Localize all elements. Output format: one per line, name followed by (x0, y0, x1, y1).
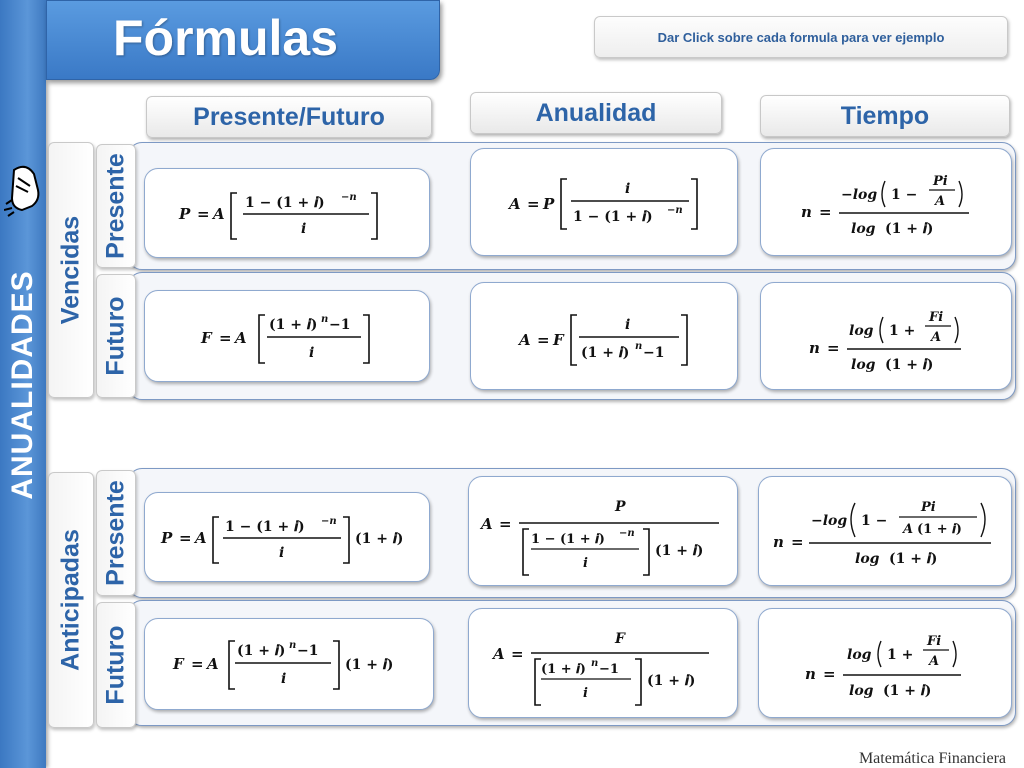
group-label-text: Anticipadas (56, 529, 85, 671)
row-label-text: Presente (101, 153, 130, 259)
svg-text:n: n (289, 640, 297, 651)
svg-text:(𝟏 + 𝒊): (𝟏 + 𝒊) (889, 551, 938, 567)
svg-text:A: A (935, 194, 946, 209)
formula-card-v-present-anu[interactable] (470, 148, 738, 256)
formula-card-v-futuro-anu[interactable] (470, 282, 738, 390)
svg-text:−𝟏: −𝟏 (329, 317, 351, 333)
svg-text:A: A (519, 331, 531, 349)
svg-text:n: n (809, 339, 820, 357)
svg-text:=: = (499, 515, 512, 533)
formula-card-v-present-pf[interactable] (144, 168, 430, 258)
svg-text:=: = (197, 205, 210, 223)
svg-text:−𝟏: −𝟏 (643, 345, 665, 361)
svg-text:=: = (819, 203, 832, 221)
svg-text:(𝟏 + 𝒊): (𝟏 + 𝒊) (541, 662, 586, 677)
svg-text:P: P (179, 205, 191, 223)
formula-card-a-futuro-pf[interactable] (144, 618, 434, 710)
group-label-anticipadas (48, 472, 94, 728)
title-tab (46, 0, 440, 80)
row-label-vencidas-presente (96, 144, 136, 268)
formula-card-a-present-anu[interactable] (468, 476, 738, 586)
svg-text:−n: −n (619, 528, 635, 539)
row-label-text: Presente (101, 480, 130, 586)
svg-text:i: i (279, 545, 285, 561)
svg-text:=: = (219, 329, 232, 347)
svg-text:𝟏 − (𝟏 + 𝒊): 𝟏 − (𝟏 + 𝒊) (573, 209, 653, 225)
formula-card-a-futuro-anu[interactable] (468, 608, 738, 718)
svg-text:A: A (509, 195, 521, 213)
svg-text:−n: −n (341, 192, 357, 203)
svg-text:=: = (191, 655, 204, 673)
formula-a-present-pf (145, 493, 429, 581)
svg-text:=: = (511, 645, 524, 663)
svg-text:A: A (931, 330, 942, 345)
row-label-text: Futuro (101, 625, 130, 705)
svg-text:n: n (321, 314, 329, 325)
svg-text:log: log (851, 357, 876, 373)
svg-text:P: P (543, 195, 555, 213)
svg-text:A: A (493, 645, 505, 663)
svg-text:(𝟏 + 𝒊): (𝟏 + 𝒊) (885, 357, 934, 373)
svg-text:Pi: Pi (933, 174, 948, 189)
formula-card-v-futuro-tiempo[interactable] (760, 282, 1012, 390)
formula-v-present-tiempo (761, 149, 1011, 255)
svg-text:i: i (583, 686, 588, 701)
svg-text:F: F (173, 655, 184, 673)
formula-v-present-pf (145, 169, 429, 257)
svg-text:(𝟏 + 𝒊): (𝟏 + 𝒊) (885, 221, 934, 237)
svg-text:=: = (527, 195, 540, 213)
svg-text:(𝟏 + 𝒊): (𝟏 + 𝒊) (345, 657, 394, 673)
svg-text:(𝟏 + 𝒊): (𝟏 + 𝒊) (269, 317, 318, 333)
hint-text: Dar Click sobre cada formula para ver ejemplo (657, 29, 945, 45)
formula-card-a-present-pf[interactable] (144, 492, 430, 582)
svg-text:−log: −log (841, 187, 878, 203)
svg-text:𝟏 +: 𝟏 + (887, 647, 914, 663)
svg-text:A: A (235, 329, 247, 347)
svg-text:(𝟏 + 𝒊): (𝟏 + 𝒊) (917, 522, 962, 537)
svg-text:(𝟏 + 𝒊): (𝟏 + 𝒊) (655, 543, 704, 559)
formula-a-futuro-anu (469, 609, 737, 717)
svg-text:A: A (207, 655, 219, 673)
svg-text:log: log (855, 551, 880, 567)
svg-text:𝟏 +: 𝟏 + (889, 323, 916, 339)
svg-text:−n: −n (321, 516, 337, 527)
group-label-vencidas (48, 142, 94, 398)
svg-text:(𝟏 + 𝒊): (𝟏 + 𝒊) (581, 345, 630, 361)
row-label-vencidas-futuro (96, 274, 136, 398)
column-header-anualidad (470, 92, 722, 134)
svg-text:𝟏 −: 𝟏 − (861, 513, 888, 529)
svg-text:(𝟏 + 𝒊): (𝟏 + 𝒊) (647, 673, 696, 689)
svg-text:log: log (851, 221, 876, 237)
row-label-anticipadas-presente (96, 470, 136, 596)
page-title: Fórmulas (113, 10, 339, 66)
svg-text:𝟏 − (𝟏 + 𝒊): 𝟏 − (𝟏 + 𝒊) (245, 195, 325, 211)
formula-a-futuro-pf (145, 619, 433, 709)
svg-text:(𝟏 + 𝒊): (𝟏 + 𝒊) (237, 643, 286, 659)
svg-text:=: = (827, 339, 840, 357)
pointing-hand-icon (4, 160, 48, 220)
svg-text:i: i (309, 345, 315, 361)
sidebar-title: ANUALIDADES (6, 270, 39, 500)
svg-text:𝟏 − (𝟏 + 𝒊): 𝟏 − (𝟏 + 𝒊) (225, 519, 305, 535)
svg-text:i: i (301, 221, 307, 237)
column-header-label: Tiempo (840, 101, 930, 130)
svg-text:P: P (161, 529, 173, 547)
svg-text:−n: −n (667, 205, 683, 216)
formula-a-futuro-tiempo (759, 609, 1011, 717)
svg-text:Fi: Fi (929, 310, 944, 325)
row-label-anticipadas-futuro (96, 602, 136, 728)
svg-text:A: A (195, 529, 207, 547)
formula-card-a-present-tiempo[interactable] (758, 476, 1012, 586)
svg-text:P: P (615, 499, 626, 515)
svg-text:−log: −log (811, 513, 848, 529)
row-label-text: Futuro (101, 296, 130, 376)
formula-card-v-futuro-pf[interactable] (144, 290, 430, 382)
svg-text:(𝟏 + 𝒊): (𝟏 + 𝒊) (883, 683, 932, 699)
svg-text:A: A (213, 205, 225, 223)
svg-text:n: n (591, 658, 599, 669)
svg-text:A: A (481, 515, 493, 533)
column-header-label: Presente/Futuro (193, 102, 385, 131)
svg-text:i: i (281, 671, 287, 687)
svg-text:Fi: Fi (927, 634, 942, 649)
svg-text:F: F (553, 331, 564, 349)
svg-text:log: log (847, 647, 872, 663)
svg-text:𝟏 − (𝟏 + 𝒊): 𝟏 − (𝟏 + 𝒊) (531, 532, 605, 547)
formula-v-futuro-anu (471, 283, 737, 389)
svg-text:log: log (849, 323, 874, 339)
svg-text:𝟏 −: 𝟏 − (891, 187, 918, 203)
formula-card-v-present-tiempo[interactable] (760, 148, 1012, 256)
column-header-tiempo (760, 95, 1010, 137)
svg-text:=: = (537, 331, 550, 349)
svg-text:Pi: Pi (921, 500, 936, 515)
footer-text: Matemática Financiera (858, 750, 1006, 767)
formula-v-futuro-tiempo (761, 283, 1011, 389)
column-header-presente-futuro (146, 96, 432, 138)
column-header-label: Anualidad (535, 98, 657, 127)
svg-text:i: i (625, 181, 631, 197)
svg-text:i: i (583, 556, 588, 571)
formula-v-futuro-pf (145, 291, 429, 381)
hint-box (594, 16, 1008, 58)
svg-text:=: = (791, 533, 804, 551)
group-label-text: Vencidas (56, 215, 85, 325)
svg-text:A: A (929, 654, 940, 669)
svg-text:log: log (849, 683, 874, 699)
svg-text:F: F (615, 631, 625, 647)
svg-text:−𝟏: −𝟏 (599, 662, 619, 677)
svg-text:(𝟏 + 𝒊): (𝟏 + 𝒊) (355, 531, 404, 547)
svg-text:n: n (773, 533, 784, 551)
formula-a-present-anu (469, 477, 737, 585)
sidebar-strip (0, 0, 46, 768)
formula-card-a-futuro-tiempo[interactable] (758, 608, 1012, 718)
svg-text:=: = (179, 529, 192, 547)
formula-a-present-tiempo (759, 477, 1011, 585)
svg-text:n: n (805, 665, 816, 683)
svg-text:−𝟏: −𝟏 (297, 643, 319, 659)
svg-text:=: = (823, 665, 836, 683)
svg-text:F: F (201, 329, 212, 347)
svg-text:A: A (903, 522, 914, 537)
svg-text:n: n (635, 341, 643, 352)
svg-text:n: n (801, 203, 812, 221)
svg-text:i: i (625, 317, 631, 333)
formula-v-present-anu (471, 149, 737, 255)
